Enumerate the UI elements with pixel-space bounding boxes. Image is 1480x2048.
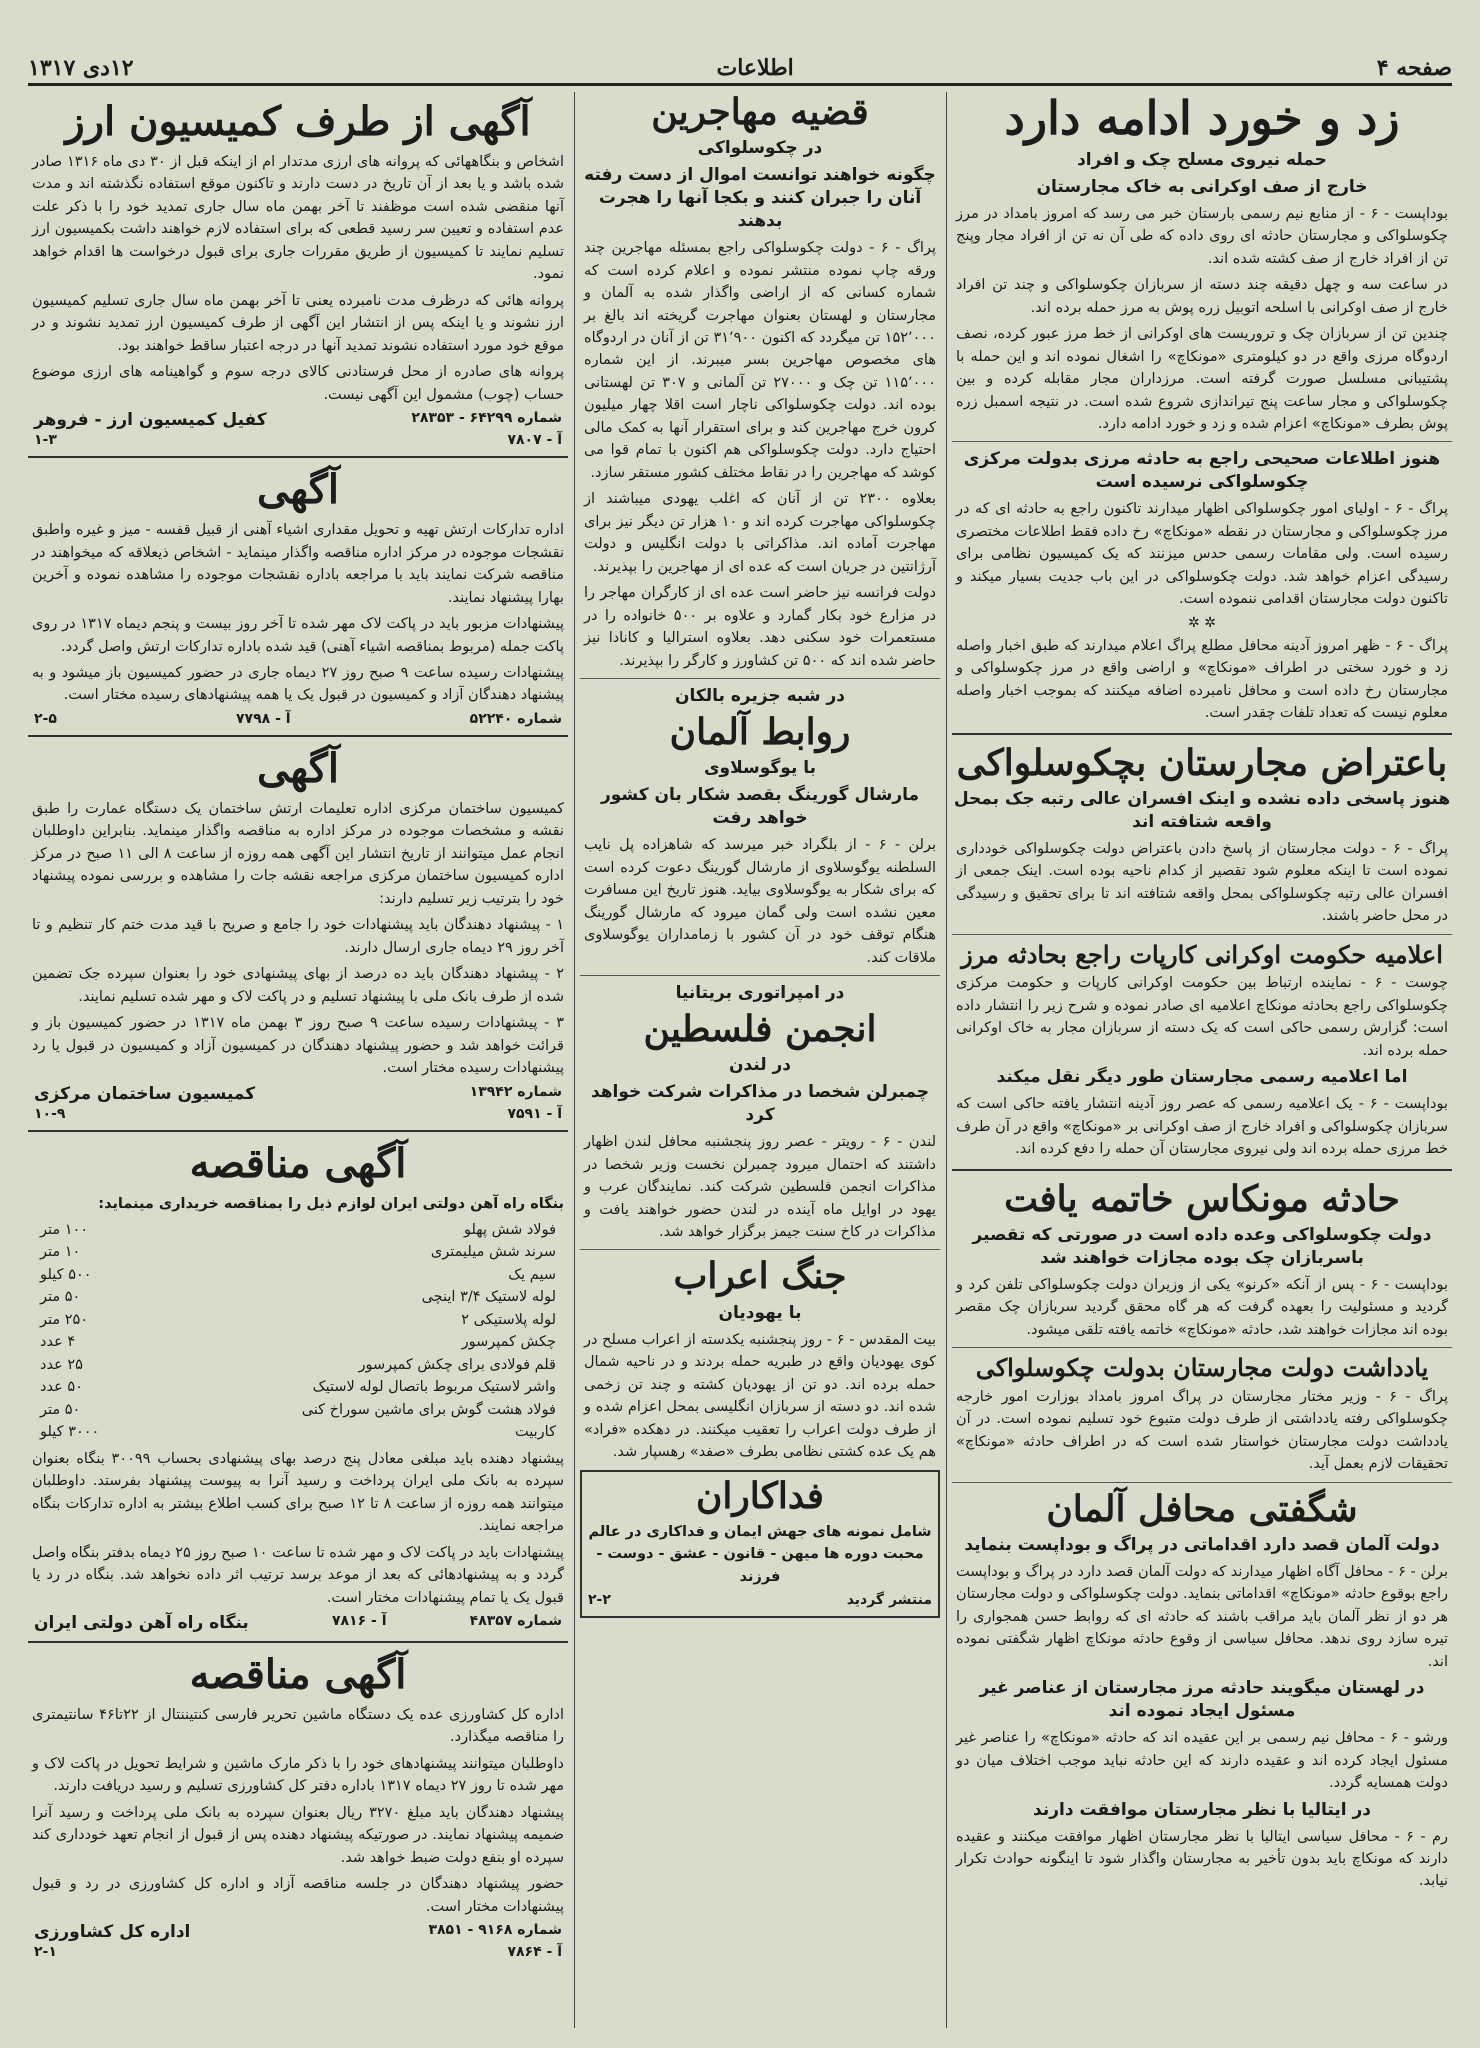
headline-note: یادداشت دولت مجارستان بدولت چکوسلواکی: [975, 1353, 1429, 1383]
subheadline: در لندن: [728, 1055, 792, 1076]
list-item: چکش کمپرسور ۴ عدد: [40, 1334, 556, 1351]
issue-date: ۱۲دی ۱۳۱۷: [28, 54, 134, 81]
tender-railway: [28, 1140, 568, 1633]
notice-paragraph: پیشنهاد دهنده باید مبلغی معادل پنج درصد بهای پیشنهادی بحساب ۳۰۰۹۹ بنگاه بعنوان سپرده به بانک ملی ایران پرداخت و رسید آنرا به پیوست پیشنهاد بفرستد. داوطلبان میتوانند همه روزه از ساعت ۸ تا ۱۲ صبح برای کسب اطلاع بیشتر به اداره تدارکات بنگاه مراجعه نمایند.: [32, 1450, 565, 1535]
subheadline: چمبرلن شخصا در مذاکرات شرکت خواهد کرد: [590, 1082, 930, 1126]
book-title: فداکاران: [695, 1474, 825, 1517]
headline-incident-ended: حادثه مونکاس خاتمه یافت: [1004, 1177, 1400, 1220]
notice-paragraph: پیشنهادات باید در پاکت لاک و مهر شده تا ساعت ۱۰ صبح روز ۲۵ دیماه بدفتر بنگاه واصل گردد و به پیشنهادهائی که بعد از موعد برسد ترتیب اثر داده نخواهد شد. بنگاه در رد یا قبول یک یا تمام پیشنهادات مختار است.: [32, 1544, 564, 1606]
headline-protest: باعتراض مجارستان بچکوسلواکی: [956, 741, 1448, 784]
subheadline: حمله نیروی مسلح چک و افراد: [1077, 149, 1327, 170]
article-paragraph: پراگ - ۶ - وزیر مختار مجارستان در پراگ امروز بامداد بوزارت امور خارجه چکوسلواکی رفته یادداشتی از طرف دولت متبوع خود تسلیم نموده است. در آن یادداشت دولت مجارستان خواستار شده است که در اطراف حادثه «مونکاچ» تحقیقات لازم بعمل آید.: [956, 1388, 1448, 1473]
divider: [952, 934, 1452, 935]
notice-code: آ - ۷۵۹۱: [507, 1105, 562, 1122]
notice-ref: شماره ۱۳۹۴۲: [469, 1083, 562, 1100]
notice-paragraph: داوطلبان میتوانند پیشنهادهای خود را با ذکر مارک ماشین و شرایط تحویل در پاکت لاک و مهر شده تا روز ۲۷ دیماه ۱۳۱۷ باداره دفتر کل کشاورزی تسلیم و رسید دریافت دارند.: [32, 1755, 564, 1795]
article-paragraph: رم - ۶ - محافل سیاسی ایتالیا با نظر مجارستان اظهار موافقت میکنند و عقیده دارند که مونکاچ باید بدون تأخیر به مجارستان واگذار شود تا اینگونه حوادث تکرار نیابد.: [956, 1828, 1448, 1890]
subheadline: در چکوسلواکی: [697, 138, 823, 159]
notice-ref: شماره ۶۴۲۹۹ - ۲۸۳۵۳: [411, 410, 562, 427]
divider: [28, 1130, 568, 1132]
list-item: لوله لاستیک ۳/۴ اینچی ۵۰ متر: [40, 1289, 556, 1306]
article-paragraph: بوداپست - ۶ - پس از آنکه «کرنو» یکی از وزیران دولت چکوسلواکی تلفن کرد و گردید و مسئولیت را بعهده گرفت که هر گاه محقق گردید سربازان چک مقصر بوده اند مجازات خواهند شد، حادثه «مونکاچ» خاتمه یافته تلقی میشود.: [956, 1276, 1448, 1338]
divider: [28, 1641, 568, 1643]
notice-paragraph: ۱ - پیشنهاد دهندگان باید پیشنهادات خود را جامع و صریح با قید مدت ختم کار تنظیم و تا آخر روز ۲۹ دیماه جاری ارسال دارند.: [32, 917, 564, 956]
section-label: در امپراتوری بریتانیا: [675, 983, 845, 1003]
article-paragraph: پراگ - ۶ - دولت مجارستان از پاسخ دادن باعتراض دولت چکوسلواکی خودداری نموده است تا اینکه معلوم شود تقصیر از کدام ناحیه بوده است. اینک جمعی از افسران عالی رتبه چکوسلواکی بمحل واقعه شتافته اند تا برای تحقیق و رسیدگی در محل حاضر باشند.: [956, 840, 1448, 925]
subheadline: دولت چکوسلواکی وعده داده است در صورتی که تقصیر باسربازان چک بوده مجازات خواهند شد: [972, 1224, 1432, 1268]
subheadline: هنوز پاسخی داده نشده و اینک افسران عالی رتبه جک بمحل واقعه شتافته اند: [953, 788, 1451, 832]
notice-paragraph: اداره تدارکات ارتش تهیه و تحویل مقداری اشیاء آهنی از قبیل قفسه - میز و غیره واطبق نقشجات موجوده در مرکز اداره مناقصه واگذار مینماید - اشخاص ذیعلاقه که میخواهند در مناقصه شرکت نمایند باید با مراجعه باداره نقشجات موجوده را مشاهده نموده و آخرین بهارا پیشنهاد نمایند.: [32, 522, 564, 606]
article-paragraph: ورشو - ۶ - محافل نیم رسمی بر این عقیده اند که حادثه «مونکاچ» را عناصر غیر مسئول ایجاد کرده اند و عقیده دارند که این حادثه نباید موجب اختلاف میان دو دولت همسایه گردد.: [956, 1730, 1448, 1792]
article-paragraph: پراگ - ۶ - اولیای امور چکوسلواکی اظهار میدارند تاکنون راجع به حادثه ای که در مرز چکوسلواکی و مجارستان در نقطه «مونکاچ» رخ داده فقط اطلاعات مختصری رسیده است. ولی مقامات رسمی حدس میزنند که یک کمیسیون نظامی برای رسیدگی اعزام خواهد شد. دولت چکوسلواکی در این باب جدیت بسیار میکند و تاکنون دولت مجارستان اقدامی ننموده است.: [956, 501, 1449, 608]
notice-ref: شماره ۵۲۲۴۰: [469, 710, 562, 727]
headline-declaration: اعلامیه حکومت اوکرانی کارپات راجع بحادثه مرز: [961, 939, 1443, 969]
notice-signature: کفیل کمیسیون ارز - فروهر: [34, 410, 267, 431]
subheadline: هنوز اطلاعات صحیحی راجع به حادثه مرزی بدولت مرکزی چکوسلواکی نرسیده است: [963, 449, 1441, 493]
headline-refugees: قضیه مهاجرین: [651, 92, 869, 133]
subheadline: مارشال گورینگ بقصد شکار بان کشور خواهد رفت: [600, 785, 920, 829]
headline-clash: زد و خورد ادامه دارد: [1004, 92, 1400, 145]
notice-title: آگهی از طرف کمیسیون ارز: [65, 98, 531, 145]
notice-footer: [34, 1084, 562, 1104]
notice-footer: [34, 1922, 562, 1942]
article-paragraph: بیت المقدس - ۶ - روز پنجشنبه یکدسته از اعراب مسلح در کوی یهودیان واقع در طبریه حمله بردند و در ناحیه شمال حمله برده اند. دو تن از یهودیان کشته و چند تن زخمی شده اند. دو دسته از سربازان انگلیسی بمحل اعزام شده و از طرف دولت اعراب را تعقیب میکنند. در دهکده «فراد» هم یک عده کشتی نظامی بطرف «صفد» رهسپار شد.: [584, 1331, 937, 1461]
masthead: [28, 52, 1452, 86]
divider: [580, 678, 940, 679]
divider: [28, 456, 568, 458]
notice-insertion: ۲-۵: [34, 710, 57, 727]
notice-code: آ - ۷۷۹۸: [236, 710, 291, 727]
subheadline: در لهستان میگویند حادثه مرز مجارستان از عناصر غیر مسئول ایجاد نموده اند: [979, 1678, 1425, 1722]
notice-paragraph: اداره کل کشاورزی عده یک دستگاه ماشین تحریر فارسی کنتیننتال از ۲۲تا۴۶ سانتیمتری را مناقصه میگذارد.: [32, 1706, 564, 1746]
notice-code: آ - ۷۸۶۴: [507, 1944, 562, 1961]
list-item: قلم فولادی برای چکش کمپرسور ۲۵ عدد: [40, 1356, 556, 1373]
book-advert: [580, 1470, 940, 1619]
column-rule: [574, 92, 575, 2028]
article-paragraph: پراگ - ۶ - ظهر امروز آدینه محافل مطلع پراگ اعلام میدارند که طبق اخبار واصله زد و خورد سختی در اطراف «مونکاچ» و اراضی واقع در مرز چکوسلواکی و مجارستان رخ داده است و محافل نامبرده اضافه میکنند که بموجب اخبار واصله معلوم نیست که تعداد تلفات چقدر است.: [956, 637, 1448, 722]
article-paragraph: بوداپست - ۶ - از منابع نیم رسمی بارستان خبر می رسد که امروز بامداد در مرز چکوسلواکی و مجارستان حادثه ای روی داده که طی آن نه تن از افراد مجار وپنج تن از افراد خارج از صف کشته شده اند.: [956, 205, 1449, 267]
notice-footer: [34, 711, 562, 727]
divider: [952, 441, 1452, 442]
divider: [952, 1482, 1452, 1483]
list-item: فولاد هشت گوش برای ماشین سوراخ کنی ۵۰ متر: [40, 1401, 556, 1418]
notice-paragraph: پیشنهادات مزبور باید در پاکت لاک مهر شده تا آخر روز بیست و پنجم دیماه ۱۳۱۷ در روی پاکت جمله (مربوط بمناقصه اشیاء آهنی) قید شده باداره تدارکات ارتش واصل گردد.: [32, 616, 565, 655]
list-item: سرند شش میلیمتری ۱۰ متر: [40, 1244, 556, 1261]
subheadline: با یوگوسلاوی: [703, 758, 817, 779]
headline-german-circles: شگفتی محافل آلمان: [1046, 1487, 1358, 1530]
notice-insertion: ۱۰-۹: [34, 1105, 66, 1122]
right-column: [952, 92, 1452, 2028]
column-rule: [946, 92, 947, 2028]
article-paragraph: چندین تن از سربازان چک و تروریست های اوکرانی از خط مرز عبور کرده، نصف اردوگاه مرزی واقع در دو کیلومتری «مونکاچ» را اشغال نموده اند و این حمله با پشتیبانی مسلسل صورت گرفته است. مرزداران مجار مقابله کرده و بین چکوسلواکی و مجار ساعت پنج تیراندازی شروع شده است. در نتیجه اسمبل زره پوش بطرف «مونکاچ» اعزام شده و زد و خورد ادامه دارد.: [956, 326, 1448, 432]
notice-footer: [34, 1613, 562, 1633]
list-item: واشر لاستیک مربوط باتصال لوله لاستیک ۵۰ عدد: [40, 1379, 556, 1396]
newspaper-name: اطلاعات: [716, 54, 794, 81]
article-paragraph: دولت فرانسه نیز حاضر است عده ای از کارگران مهاجر را در مزارع خود بکار گمارد و علاوه بر ۵۰۰ خانواده را در مستعمرات خود سکنی دهد. بعلاوه استرالیا و کانادا نیز حاضر شده اند که ۵۰۰ تن کشاورز و کارگر را بپذیرند.: [584, 585, 936, 669]
subheadline: خارج از صف اوکرانی به خاک مجارستان: [1036, 176, 1368, 197]
notice-insertion: ۲-۱: [34, 1944, 57, 1961]
article-paragraph: چوست - ۶ - نماینده ارتباط بین حکومت اوکرانی کارپات و حکومت مرکزی چکوسلواکی راجع بحادثه مونکاچ اعلامیه ای صادر نموده و شرح زیر را انتشار داده است: گزارش رسمی حاکی است که یک دسته از سربازان مجار به خاک اوکرانی حمله برده اند.: [956, 975, 1449, 1059]
advert-insertion: ۲-۲: [588, 1592, 611, 1609]
page-number: صفحه ۴: [1376, 54, 1452, 81]
notice-title: آگهی مناقصه: [189, 1650, 407, 1698]
notice-title: آگهی مناقصه: [189, 1139, 407, 1187]
notice-currency-commission: [28, 98, 568, 448]
divider: [952, 1169, 1452, 1171]
middle-column: [580, 92, 940, 2028]
notice-code: آ - ۷۸۰۷: [507, 432, 562, 449]
article-paragraph: پراگ - ۶ - دولت چکوسلواکی راجع بمسئله مهاجرین چند ورقه چاپ نموده منتشر نموده و اعلام کرده است که شماره کسانی که از اراضی واگذار شده به آلمان و مجارستان و لهستان بعنوان مهاجرت گریخته اند بالغ بر ۱۵۲٬۰۰۰ تن میگردد که اکنون ۳۱٬۹۰۰ تن از آنان در اردوگاه های مخصوص مهاجرین بسر میبرند. از این شماره ۱۱۵٬۰۰۰ تن چک و ۲۷۰۰۰ تن آلمانی و ۳۰۷ تن لهستانی بوده اند. دولت چکوسلواکی ناچار است اقلا چهار میلیون کرون خرج مهاجرین کند و برای استقرار آنها به کمک مالی احتیاج دارد. دولت چکوسلواکی هم اکنون با تمام قوا می کوشد که مهاجرین را در نقاط مختلف کشور مستقر سازد.: [584, 240, 936, 481]
tender-agriculture: [28, 1651, 568, 1960]
headline-arab-war: جنگ اعراب: [673, 1255, 847, 1298]
article-paragraph: برلن - ۶ - محافل آگاه اظهار میدارند که دولت آلمان قصد دارد در پراگ و بوداپست راجع بوقوع حادثه «مونکاچ» اقداماتی بنماید. دولت چکوسلواکی و دولت مجارستان هر دو از نظر آلمان باید مراقب باشند که حادثه ای که روابط حسن همجواری را تیره سازد روی ندهد. محافل سیاسی از وقوع حادثه مونکاچ اظهار شگفتی نموده اند.: [956, 1563, 1448, 1670]
divider: [580, 975, 940, 976]
headline-palestine: انجمن فلسطین: [643, 1007, 877, 1050]
article-paragraph: برلن - ۶ - از بلگراد خبر میرسد که شاهزاده پل نایب السلطنه یوگوسلاوی از مارشال گورینگ دعوت کرده است که برای شکار به یوگوسلاوی بیاید. هنوز تاریخ این مسافرت معین نشده است ولی گمان میرود که مارشال گورینگ هنگام توقف خود در آن کشور با زمامداران یوگوسلاوی ملاقات کند.: [584, 837, 936, 966]
notice-ref: شماره ۴۸۳۵۷: [469, 1612, 562, 1629]
article-paragraph: لندن - ۶ - رویتر - عصر روز پنجشنبه محافل لندن اظهار داشتند که احتمال میرود چمبرلن نخست وزیر شخصا در مذاکرات انجمن فلسطین شرکت کند. نمایندگان عرب و یهود در اوایل ماه آینده در لندن حضور خواهند یافت و مذاکرات در کاخ سنت جیمز برگزار خواهد شد.: [584, 1134, 936, 1241]
subheadline: اما اعلامیه رسمی مجارستان طور دیگر نقل میکند: [996, 1067, 1408, 1088]
advert-footer: [588, 1592, 932, 1608]
tender-item-list: [40, 1219, 556, 1444]
notice-paragraph: ۲ - پیشنهاد دهندگان باید ده درصد از بهای پیشنهادی خود را بعنوان سپرده جک تضمین شده از طرف بانک ملی با پیشنهاد تسلیم و در پاکت لاک و مهر شده تسلیم نمایند.: [32, 966, 564, 1005]
subheadline: چگونه خواهند توانست اموال از دست رفته آنان را جبران کنند و بکجا آنها را هجرت بدهند: [584, 165, 936, 232]
notice-footer: [34, 410, 562, 430]
notice-paragraph: پیشنهاد دهندگان باید مبلغ ۳۲۷۰ ریال بعنوان سپرده به بانک ملی پرداخت و رسید آنرا ضمیمه پیشنهاد نمایند. در صورتیکه پیشنهاد دهنده پس از قبول از انجام تعهد خودداری کند سپرده او بنفع دولت ضبط خواهد شد.: [32, 1804, 564, 1866]
list-item: سیم یک ۵۰۰ کیلو: [40, 1266, 556, 1283]
notice-paragraph: پروانه هائی که درظرف مدت نامبرده یعنی تا آخر بهمن ماه سال جاری تسلیم کمیسیون ارز نشوند و یا اینکه پس از انتشار این آگهی از طرف کمیسیون ارز تمدید نشوند و در موقع خود مورد استفاده نشوند تمدید آنها در درجه اعتبار ساقط خواهند بود.: [32, 292, 564, 354]
notice-signature: بنگاه راه آهن دولتی ایران: [34, 1612, 249, 1633]
book-description: شامل نمونه های جهش ایمان و فداکاری در عالم محبت دوره ها میهن - قانون - عشق - دوست - فرزند: [588, 1524, 932, 1585]
divider: [28, 735, 568, 737]
left-column: [28, 92, 568, 2028]
notice-army-supplies: [28, 466, 568, 727]
book-published: منتشر گردید: [846, 1592, 932, 1609]
divider: [952, 733, 1452, 735]
notice-ref: شماره ۹۱۶۸ - ۳۸۵۱: [428, 1922, 562, 1939]
subheadline: دولت آلمان قصد دارد اقداماتی در پراگ و بوداپست بنماید: [964, 1535, 1440, 1556]
list-item: لوله پلاستیکی ۲ ۲۵۰ متر: [40, 1311, 556, 1328]
notice-paragraph: کمیسیون ساختمان مرکزی اداره تعلیمات ارتش ساختمان یک دستگاه عمارت را طبق نقشه و مشخصات موجوده در مرکز اداره به مناقصه واگذار مینماید. بنابراین داوطلبان انجام عمل میتوانند از تاریخ انتشار این آگهی همه روزه از ساعت ۸ الی ۱۱ صبح در مرکز اداره کمیسیون ساختمان مرکزی مراجعه نقشه جات را مشاهده و بررسی نموده پیشنهاد خود را بترتیب زیر تسلیم دارند:: [32, 800, 564, 907]
notice-code: آ - ۷۸۱۶: [331, 1612, 387, 1629]
star-ornament: ✲ ✲: [1188, 614, 1216, 631]
notice-paragraph: پیشنهادات رسیده ساعت ۹ صبح روز ۲۷ دیماه جاری در حضور کمیسیون باز میشود و به پیشنهاد دهندگان آزاد و کمیسیون در قبول یک یا همه پیشنهادهای رسیده مختار است.: [32, 664, 564, 704]
notice-paragraph: اشخاص و بنگاههائی که پروانه های ارزی مدتدار ام از اینکه قبل از ۳۰ دی ماه ۱۳۱۶ صادر شده باشد و یا بعد از آن تاریخ در دست دارند و تاکنون موقع استفاده نگذشته اند و مدت آنها منقضی شده است موظفند تا آخر بهمن ماه سال جاری تمدید خود را با ذکر علت عدم استفاده و تعیین سر رسید قطعی که برای استفاده لازم خواهند داشت بکمیسیون ارز تسلیم نمایند تا کمیسیون از طریق مقررات جاری برای قبول درخواست ها اقدام خواهد نمود.: [32, 154, 564, 283]
article-paragraph: بعلاوه ۲۳۰۰ تن از آنان که اغلب یهودی میباشند از چکوسلواکی مهاجرت کرده اند و ۱۰ هزار تن دیگر نیز برای مهاجرت آماده اند. مذاکراتی با دولت انگلیس و دولت آرژانتین در جریان است که عده ای از مهاجرین را بپذیرند.: [584, 491, 936, 575]
notice-title: آگهی: [257, 466, 339, 514]
notice-insertion: ۱-۳: [34, 432, 57, 449]
notice-signature: کمیسیون ساختمان مرکزی: [34, 1083, 256, 1104]
notice-paragraph: ۳ - پیشنهادات رسیده ساعت ۹ صبح روز ۳ بهمن ماه ۱۳۱۷ در حضور کمیسیون باز و قرائت خواهد شد و حضور پیشنهاد دهندگان در کمیسیون آزاد و کمیسیون در قبول یا رد پیشنهادات رسیده مختار است.: [32, 1015, 565, 1077]
notice-footer: [34, 1106, 562, 1122]
divider: [580, 1249, 940, 1250]
notice-footer: [34, 1944, 562, 1960]
article-paragraph: در ساعت سه و چهل دقیقه چند دسته از سربازان چکوسلواکی و چند تن افراد خارج از صف اوکرانی با اسلحه اتوبیل زره پوش به مرز حمله برده اند.: [956, 277, 1448, 316]
list-item: فولاد شش پهلو ۱۰۰ متر: [40, 1222, 556, 1238]
section-label: در شبه جزیره بالکان: [675, 686, 845, 707]
notice-paragraph: پروانه های صادره از محل فرستادنی کالای درجه سوم و گواهینامه های ارزی موضوع حساب (چوب) مشمول این آگهی نیست.: [32, 364, 564, 403]
subheadline: در ایتالیا با نظر مجارستان موافقت دارند: [1033, 1799, 1371, 1820]
notice-paragraph: حضور پیشنهاد دهندگان در جلسه مناقصه آزاد و اداره کل کشاورزی در رد و قبول پیشنهادات مختار است.: [32, 1876, 564, 1915]
notice-footer: [34, 432, 562, 448]
list-item: کاربیت ۳۰۰۰ کیلو: [40, 1424, 556, 1441]
notice-construction: [28, 745, 568, 1122]
article-paragraph: بوداپست - ۶ - یک اعلامیه رسمی که عصر روز آدینه انتشار یافته حاکی است که سربازان چکوسلواکی و افراد خارج از صف اوکرانی بر «مونکاچ» واقع در آن طرف خط مرزی حمله برده اند ولی نیروی مجارستان آن حمله را دفع کرده اند.: [956, 1096, 1448, 1158]
notice-signature: اداره کل کشاورزی: [34, 1922, 191, 1943]
headline-german-relations: روابط آلمان: [669, 710, 851, 753]
subheadline: با یهودیان: [718, 1302, 802, 1323]
notice-intro: بنگاه راه آهن دولتی ایران لوازم ذیل را بمناقصه خریداری مینماید:: [98, 1195, 564, 1212]
divider: [952, 1347, 1452, 1348]
notice-title: آگهی: [257, 744, 339, 792]
